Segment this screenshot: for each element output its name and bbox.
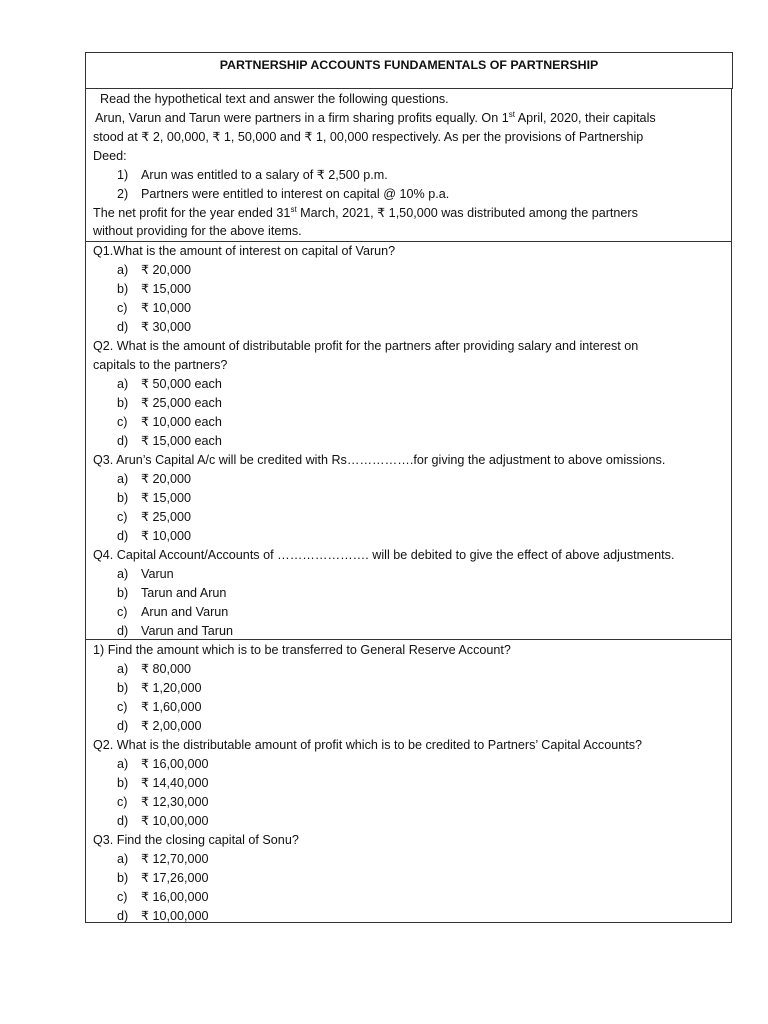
answer-option [117, 375, 222, 394]
passage-line: without providing for the above items. [93, 224, 302, 238]
title-cell [85, 52, 733, 89]
answer-option [117, 698, 202, 717]
option-letter: c) [117, 700, 128, 714]
answer-option [117, 622, 233, 641]
question-text: Q2. What is the amount of distributable profit for the partners after providing salary and interest on [93, 339, 639, 353]
option-text: ₹ 10,00,000 [141, 814, 209, 828]
option-text: ₹ 25,000 [141, 510, 192, 524]
answer-option [117, 470, 191, 489]
answer-option [117, 394, 222, 413]
question-text: Q1.What is the amount of interest on capital of Varun? [93, 244, 396, 258]
option-letter: d) [117, 909, 129, 923]
passage-line: Deed: [93, 149, 127, 163]
answer-option [117, 850, 209, 869]
option-text: ₹ 10,000 [141, 301, 192, 315]
option-letter: c) [117, 510, 128, 524]
option-letter: c) [117, 795, 128, 809]
passage-intro: Read the hypothetical text and answer the following questions. [100, 92, 449, 106]
option-letter: c) [117, 301, 128, 315]
option-letter: a) [117, 567, 129, 581]
question-text: capitals to the partners? [93, 358, 228, 372]
option-text: ₹ 15,000 [141, 491, 192, 505]
option-text: ₹ 12,70,000 [141, 852, 209, 866]
answer-option [117, 869, 209, 888]
option-text: ₹ 10,00,000 [141, 909, 209, 923]
option-letter: b) [117, 871, 129, 885]
answer-option [117, 261, 191, 280]
answer-option [117, 717, 202, 736]
option-text: Arun and Varun [141, 605, 229, 619]
answer-option [117, 527, 191, 546]
answer-option [117, 603, 228, 622]
option-letter: b) [117, 491, 129, 505]
option-text: ₹ 17,26,000 [141, 871, 209, 885]
answer-option [117, 584, 226, 603]
option-letter: d) [117, 434, 129, 448]
passage-line: stood at ₹ 2, 00,000, ₹ 1, 50,000 and ₹ 1, 00,000 respectively. As per the provisions of Partnership [93, 130, 644, 144]
option-letter: c) [117, 890, 128, 904]
question-text: Q2. What is the distributable amount of profit which is to be credited to Partners’ Capital Accounts? [93, 738, 643, 752]
answer-option [117, 432, 222, 451]
option-letter: d) [117, 529, 129, 543]
option-text: ₹ 20,000 [141, 263, 192, 277]
option-letter: c) [117, 605, 128, 619]
option-text: ₹ 2,00,000 [141, 719, 202, 733]
option-text: ₹ 1,60,000 [141, 700, 202, 714]
passage-list-item: 1) Arun was entitled to a salary of ₹ 2,500 p.m. [117, 168, 388, 182]
question-text: Q3. Arun’s Capital A/c will be credited with Rs…………….for giving the adjustment to above omissions. [93, 453, 666, 467]
option-text: ₹ 25,000 each [141, 396, 222, 410]
question-text: Q3. Find the closing capital of Sonu? [93, 833, 299, 847]
option-letter: b) [117, 586, 129, 600]
option-text: ₹ 16,00,000 [141, 757, 209, 771]
option-letter: b) [117, 776, 129, 790]
option-text: ₹ 15,000 each [141, 434, 222, 448]
answer-option [117, 508, 191, 527]
answer-option [117, 679, 202, 698]
question-text: Q4. Capital Account/Accounts of …………………. will be debited to give the effect of above adjustments. [93, 548, 675, 562]
option-text: ₹ 50,000 each [141, 377, 222, 391]
answer-option [117, 318, 191, 337]
answer-option [117, 774, 209, 793]
option-text: Varun and Tarun [141, 624, 233, 638]
option-letter: b) [117, 681, 129, 695]
answer-option [117, 299, 191, 318]
answer-option [117, 280, 191, 299]
option-letter: b) [117, 396, 129, 410]
question-text: 1) Find the amount which is to be transferred to General Reserve Account? [93, 643, 511, 657]
option-text: Tarun and Arun [141, 586, 227, 600]
option-letter: a) [117, 263, 129, 277]
option-letter: d) [117, 814, 129, 828]
answer-option [117, 489, 191, 508]
option-letter: b) [117, 282, 129, 296]
option-letter: a) [117, 377, 129, 391]
passage-line: Arun, Varun and Tarun were partners in a firm sharing profits equally. On 1st April, 2020, their capitals [95, 110, 656, 125]
option-letter: a) [117, 662, 129, 676]
answer-option [117, 565, 174, 584]
option-text: Varun [141, 567, 174, 581]
option-text: ₹ 10,000 [141, 529, 192, 543]
option-text: ₹ 80,000 [141, 662, 192, 676]
answer-option [117, 888, 209, 907]
option-letter: d) [117, 624, 129, 638]
answer-option [117, 660, 191, 679]
option-text: ₹ 15,000 [141, 282, 192, 296]
option-text: ₹ 14,40,000 [141, 776, 209, 790]
document-title: PARTNERSHIP ACCOUNTS FUNDAMENTALS OF PARTNERSHIP [219, 58, 599, 72]
option-text: ₹ 12,30,000 [141, 795, 209, 809]
option-letter: c) [117, 415, 128, 429]
option-letter: a) [117, 757, 129, 771]
answer-option [117, 907, 209, 926]
option-text: ₹ 16,00,000 [141, 890, 209, 904]
passage-list-item: 2) Partners were entitled to interest on capital @ 10% p.a. [117, 187, 450, 201]
option-text: ₹ 10,000 each [141, 415, 222, 429]
answer-option [117, 812, 209, 831]
option-letter: d) [117, 719, 129, 733]
option-text: ₹ 30,000 [141, 320, 192, 334]
option-letter: a) [117, 852, 129, 866]
answer-option [117, 793, 209, 812]
answer-option [117, 413, 222, 432]
option-letter: a) [117, 472, 129, 486]
option-letter: d) [117, 320, 129, 334]
option-text: ₹ 20,000 [141, 472, 192, 486]
option-text: ₹ 1,20,000 [141, 681, 202, 695]
answer-option [117, 755, 209, 774]
passage-line: The net profit for the year ended 31st March, 2021, ₹ 1,50,000 was distributed among the partners [93, 205, 638, 220]
